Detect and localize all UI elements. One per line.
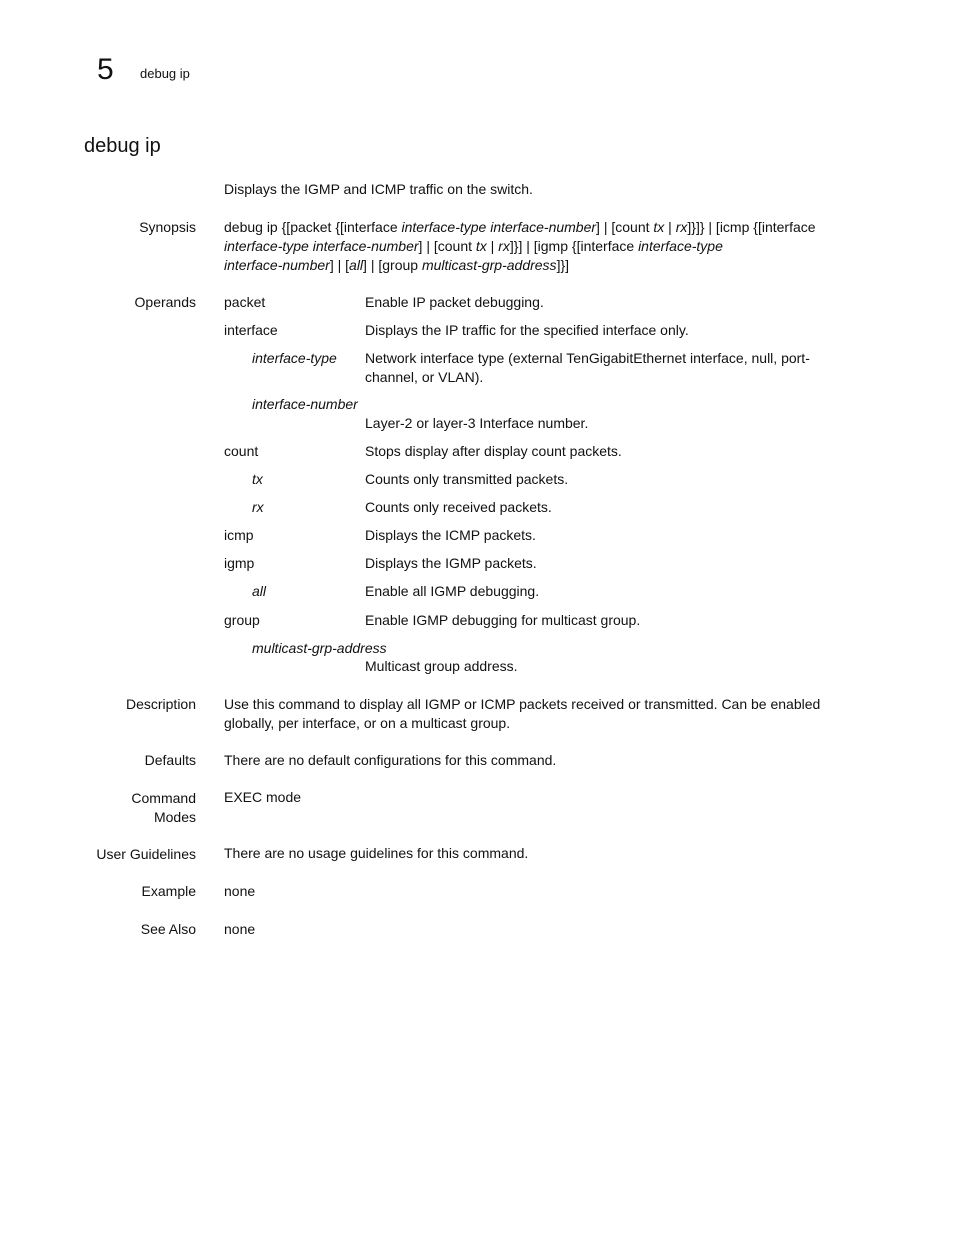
intro-text: Displays the IGMP and ICMP traffic on the switch. xyxy=(224,181,533,197)
syn-var: interface-number xyxy=(224,257,330,273)
operand-desc: Displays the IP traffic for the specified interface only. xyxy=(365,322,689,338)
syn-var: tx xyxy=(653,219,665,235)
operand-term: rx xyxy=(252,499,264,515)
syn-var: tx xyxy=(475,238,487,254)
syn-var: rx xyxy=(675,219,688,235)
syn-punct: | xyxy=(486,238,499,254)
defaults-text: There are no default configurations for this command. xyxy=(224,752,557,768)
operand-desc: Network interface type (external TenGigabitEthernet interface, null, port-channel, or VLAN). xyxy=(365,350,810,385)
operand-desc: Displays the IGMP packets. xyxy=(365,555,537,571)
label-see-also: See Also xyxy=(140,921,196,937)
operand-term: tx xyxy=(252,471,263,487)
label-description: Description xyxy=(125,696,196,712)
operand-term: multicast-grp-address xyxy=(252,640,387,656)
syn-kw: interface xyxy=(343,219,398,235)
syn-kw: count xyxy=(615,219,650,235)
syn-punct: ] | [ xyxy=(329,257,350,273)
syn-var: multicast-grp-address xyxy=(421,257,557,273)
operand-desc: Enable IGMP debugging for multicast group. xyxy=(365,612,641,628)
operand-desc: Layer-2 or layer-3 Interface number. xyxy=(365,415,589,431)
label-command: Command xyxy=(131,790,196,806)
operand-desc: Counts only transmitted packets. xyxy=(365,471,569,487)
label-user-guidelines: User Guidelines xyxy=(96,846,196,862)
syn-var: interface-type xyxy=(638,238,723,254)
label-operands: Operands xyxy=(134,294,196,310)
syn-var: interface-type interface-number xyxy=(224,238,419,254)
syn-kw: group xyxy=(382,257,419,273)
label-command-modes xyxy=(0,789,196,827)
see-also-text: none xyxy=(224,921,256,937)
syn-kw: interface xyxy=(580,238,635,254)
operand-term: igmp xyxy=(224,555,255,571)
operand-term: count xyxy=(224,443,259,459)
description-text: Use this command to display all IGMP or ICMP packets received or transmitted. Can be enabled globally, per interface, or on a multicast group. xyxy=(224,696,821,731)
syn-kw: packet xyxy=(290,219,332,235)
label-modes: Modes xyxy=(153,809,196,825)
section-title: debug ip xyxy=(84,135,161,157)
syn-punct: {[ xyxy=(277,219,291,235)
syn-punct: ]}]} | [ xyxy=(687,219,720,235)
operand-desc: Counts only received packets. xyxy=(365,499,552,515)
syn-punct: | xyxy=(664,219,676,235)
syn-var: rx xyxy=(498,238,510,254)
operand-term: icmp xyxy=(224,527,254,543)
syn-punct: {[ xyxy=(749,219,762,235)
operand-term: interface-number xyxy=(252,396,358,412)
syn-punct: ] | [ xyxy=(418,238,438,254)
operand-term: interface xyxy=(224,322,278,338)
syn-var: all xyxy=(349,257,364,273)
user-guidelines-text: There are no usage guidelines for this command. xyxy=(224,845,529,861)
syn-punct: ]}] xyxy=(556,257,570,273)
synopsis-line-3 xyxy=(224,256,884,275)
operand-desc: Displays the ICMP packets. xyxy=(365,527,536,543)
syn-kw: igmp xyxy=(537,238,568,254)
operand-term: interface-type xyxy=(252,350,337,366)
running-head: debug ip xyxy=(140,66,190,81)
synopsis-block xyxy=(224,218,884,275)
syn-punct: ]}] | [ xyxy=(509,238,538,254)
operand-desc: Multicast group address. xyxy=(365,658,518,674)
operand-term: all xyxy=(252,583,267,599)
chapter-number: 5 xyxy=(97,53,114,86)
operand-desc: Enable all IGMP debugging. xyxy=(365,583,540,599)
operand-desc: Stops display after display count packets. xyxy=(365,443,622,459)
label-defaults: Defaults xyxy=(144,752,196,768)
label-synopsis: Synopsis xyxy=(139,219,196,235)
syn-punct: ] | [ xyxy=(363,257,383,273)
operand-term: group xyxy=(224,612,260,628)
syn-kw: interface xyxy=(761,219,816,235)
operand-term: packet xyxy=(224,294,266,310)
synopsis-line-1 xyxy=(224,218,884,237)
syn-kw: icmp xyxy=(719,219,750,235)
syn-punct: {[ xyxy=(331,219,344,235)
syn-punct: {[ xyxy=(568,238,581,254)
syn-var: interface-type interface-number xyxy=(401,219,597,235)
syn-punct: ] | [ xyxy=(596,219,616,235)
syn-kw: count xyxy=(437,238,472,254)
operand-desc: Enable IP packet debugging. xyxy=(365,294,544,310)
command-modes-text: EXEC mode xyxy=(224,789,302,805)
synopsis-line-2 xyxy=(224,237,884,256)
label-example: Example xyxy=(141,883,196,899)
example-text: none xyxy=(224,883,256,899)
syn-kw: debug ip xyxy=(224,219,278,235)
